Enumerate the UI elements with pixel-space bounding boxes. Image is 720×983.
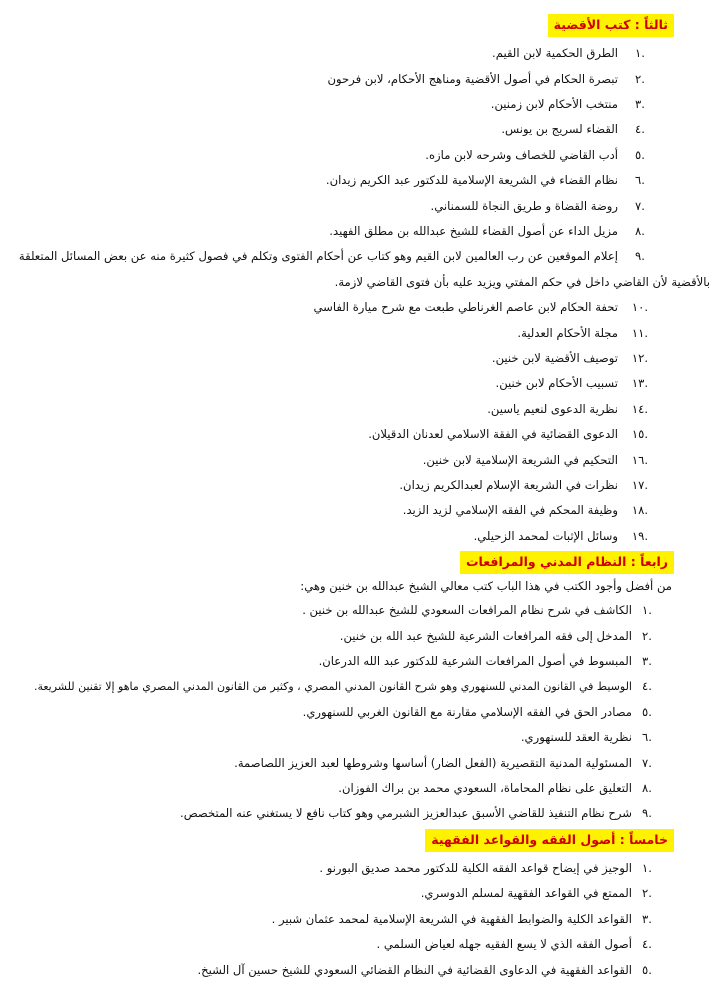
item-number: .٩ (635, 249, 645, 264)
item-number: .٢ (642, 886, 652, 901)
item-number: .٩ (642, 806, 652, 821)
list-item (8, 168, 712, 193)
item-text: روضة القضاة و طريق النجاة للسمناني. (430, 198, 618, 213)
item-text: المبسوط في أصول المرافعات الشرعية للدكتور عبد الله الدرعان. (318, 654, 632, 669)
item-text: مزيل الداء عن أصول القضاء للشيخ عبدالله بن مطلق الفهيد. (329, 223, 618, 238)
list-item (8, 92, 712, 117)
item-text: الدعوى القضائية في الفقة الاسلامي لعدنان الدقيلان. (368, 427, 618, 442)
section-intro: من أفضل وأجود الكتب في هذا الباب كتب معالي الشيخ عبدالله بن خنين وهي: (300, 579, 672, 594)
item-text: نظرية العقد للسنهوري. (520, 730, 632, 745)
list-item (8, 371, 712, 396)
item-number: .٣ (642, 911, 652, 926)
item-number: .٥ (642, 704, 652, 719)
item-text: القواعد الفقهية في الدعاوى القضائية في النظام القضائي السعودي للشيخ حسين آل الشيخ. (197, 962, 632, 977)
item-number: .٥ (635, 147, 645, 162)
item-text: الكاشف في شرح نظام المرافعات السعودي للشيخ عبدالله بن خنين . (302, 603, 632, 618)
list-item (8, 958, 712, 983)
item-number: .١٩ (631, 528, 649, 543)
list-item (8, 448, 712, 473)
item-text: مصادر الحق في الفقه الإسلامي مقارنة مع القانون الغربي للسنهوري. (302, 704, 632, 719)
item-number: .٢ (642, 628, 652, 643)
item-text: الوجيز في إيضاح قواعد الفقه الكلية للدكتور محمد صديق البورنو . (319, 861, 632, 876)
item-number: .٢ (635, 71, 645, 86)
item-number: .١ (635, 46, 645, 61)
item-number: .٧ (642, 755, 652, 770)
item-number: .٨ (642, 781, 652, 796)
item-text: القضاء لسريج بن يونس. (501, 122, 618, 137)
book-list (8, 598, 712, 827)
item-number: .٣ (642, 654, 652, 669)
list-item (8, 598, 712, 623)
item-text: القواعد الكلية والضوابط الفقهية في الشريعة الإسلامية لمحمد عثمان شبير . (271, 911, 632, 926)
item-number: .١٣ (631, 376, 649, 391)
item-text: تحفة الحكام لابن عاصم الغرناطي طبعت مع شرح ميارة الفاسي (313, 300, 618, 315)
list-item (8, 751, 712, 776)
section-civil-procedure (8, 551, 712, 827)
section-heading: ثالثاً : كتب الأقضية (548, 14, 674, 37)
item-number: .١٨ (631, 503, 649, 518)
list-item (8, 219, 712, 244)
list-item (8, 881, 712, 906)
list-item (8, 295, 712, 320)
list-item (8, 700, 712, 725)
item-text: نظرات في الشريعة الإسلام لعبدالكريم زيدان. (399, 477, 618, 492)
list-item (8, 143, 712, 168)
item-number: .٥ (642, 962, 652, 977)
item-number: .١ (642, 603, 652, 618)
item-text: التعليق على نظام المحاماة، السعودي محمد بن براك الفوزان. (338, 781, 632, 796)
item-text: توصيف الأقضية لابن خنين. (491, 350, 618, 365)
list-item (8, 194, 712, 219)
list-item (8, 856, 712, 881)
item-text: وظيفة المحكم في الفقه الإسلامي لزيد الزيد. (402, 503, 618, 518)
item-number: .١١ (631, 325, 649, 340)
item-number: .٤ (642, 937, 652, 952)
item-text: شرح نظام التنفيذ للقاضي الأسبق عبدالعزيز الشبرمي وهو كتاب نافع لا يستغني عنه المتخصص. (180, 806, 632, 821)
list-item (8, 776, 712, 801)
list-item (8, 397, 712, 422)
item-number: .٦ (635, 173, 645, 188)
list-item (8, 422, 712, 447)
list-item (8, 801, 712, 826)
item-text: أصول الفقه الذي لا يسع الفقيه جهله لعياض السلمي . (376, 937, 632, 952)
item-text: تسبيب الأحكام لابن خنين. (495, 376, 618, 391)
item-number: .٨ (635, 223, 645, 238)
section-judiciary-books (8, 14, 712, 549)
list-item (8, 674, 712, 699)
item-number: .١ (642, 861, 652, 876)
item-text: منتخب الأحكام لابن زمنين. (490, 97, 618, 112)
list-item (8, 473, 712, 498)
item-number: .١٢ (631, 350, 649, 365)
section-usul-fiqh (8, 829, 712, 983)
item-number: .١٤ (631, 401, 649, 416)
list-item (8, 725, 712, 750)
item-number: .٤ (635, 122, 645, 137)
section-heading: رابعاً : النظام المدني والمرافعات (460, 551, 674, 574)
item-number: .١٥ (631, 427, 649, 442)
list-item (8, 649, 712, 674)
item-text: المدخل إلى فقه المرافعات الشرعية للشيخ عبد الله بن خنين. (339, 628, 632, 643)
item-text: الطرق الحكمية لابن القيم. (492, 46, 618, 61)
item-number: .١٦ (631, 452, 649, 467)
list-item (8, 346, 712, 371)
item-text: أدب القاضي للخصاف وشرحه لابن مازه. (425, 147, 618, 162)
list-item (8, 524, 712, 549)
book-list (8, 856, 712, 983)
item-text: مجلة الأحكام العدلية. (517, 325, 618, 340)
list-item (8, 498, 712, 523)
book-list-continued (8, 295, 712, 549)
list-item (8, 117, 712, 142)
book-list (8, 41, 712, 270)
item-text: الوسيط في القانون المدني للسنهوري وهو شرح القانون المدني المصري ، وكثير من القانون المدني المصري ماهو إلا تقنين للشريعة. (33, 680, 632, 694)
item-text: إعلام الموقعين عن رب العالمين لابن القيم وهو كتاب عن أحكام الفتوى وتكلم في فصول كثيرة منه عن بعض المسائل المتعلقة (18, 249, 618, 264)
list-item (8, 67, 712, 92)
list-item (8, 41, 712, 66)
item-text: نظام القضاء في الشريعة الإسلامية للدكتور عبد الكريم زيدان. (325, 173, 618, 188)
item-number: .٦ (642, 730, 652, 745)
item-text: الممتع في القواعد الفقهية لمسلم الدوسري. (420, 886, 632, 901)
list-item (8, 624, 712, 649)
item-text: نظرية الدعوى لنعيم ياسين. (487, 401, 618, 416)
item-number: .١٧ (631, 477, 649, 492)
list-item (8, 244, 712, 269)
item-number: .١٠ (631, 300, 649, 315)
list-item (8, 932, 712, 957)
item-text: تبصرة الحكام في أصول الأقضية ومناهج الأحكام، لابن فرحون (327, 71, 618, 86)
item-number: .٧ (635, 198, 645, 213)
item-continuation: بالأقضية لأن القاضي داخل في حكم المفتي ويزيد عليه بأن فتوى القاضي لازمة. (334, 274, 710, 289)
section-heading: خامساً : أصول الفقه والقواعد الفقهية (425, 829, 674, 852)
list-item (8, 907, 712, 932)
item-number: .٣ (635, 97, 645, 112)
item-text: وسائل الإثبات لمحمد الزحيلي. (473, 528, 618, 543)
item-number: .٤ (642, 679, 652, 694)
list-item (8, 321, 712, 346)
item-text: المسئولية المدنية التقصيرية (الفعل الضار) أساسها وشروطها لعبد العزيز اللصاصمة. (234, 755, 632, 770)
item-text: التحكيم في الشريعة الإسلامية لابن خنين. (422, 452, 618, 467)
